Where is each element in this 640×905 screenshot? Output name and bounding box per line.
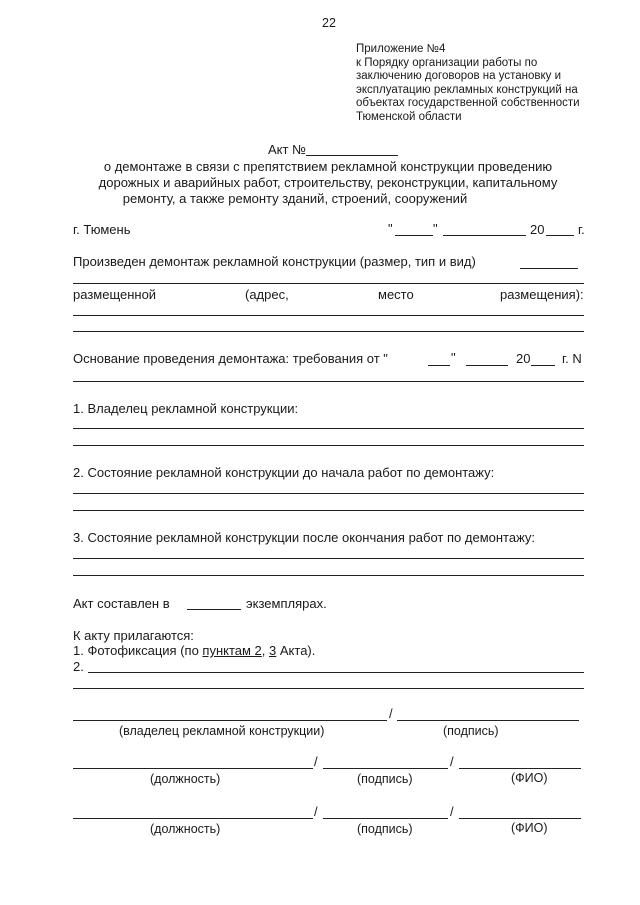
slash: / — [314, 804, 318, 819]
placed-word: размещенной — [73, 287, 157, 302]
date-day-line — [395, 235, 433, 236]
name-caption: (ФИО) — [511, 821, 548, 835]
page-number: 22 — [322, 16, 336, 30]
attach-second: 2. — [73, 659, 84, 674]
owner-signature-line — [73, 720, 387, 721]
basis-day-line — [428, 365, 450, 366]
appendix-line: к Порядку организации работы по — [356, 56, 538, 69]
basis-year-line — [531, 365, 555, 366]
item-state-before-line — [73, 510, 584, 511]
basis-quote-close: " — [451, 350, 456, 365]
copies-line — [187, 609, 241, 610]
name-line — [459, 768, 581, 769]
year-suffix: г. — [578, 222, 585, 237]
name-caption: (ФИО) — [511, 771, 548, 785]
attach-second-line-2 — [73, 688, 584, 689]
slash: / — [450, 754, 454, 769]
item-owner-line — [73, 445, 584, 446]
position-line — [73, 818, 313, 819]
basis-year: 20 — [516, 351, 531, 366]
sign-caption: (подпись) — [357, 772, 413, 786]
attach-photo-prefix: 1. Фотофиксация (по — [73, 643, 203, 658]
placed-word: (адрес, — [245, 287, 289, 302]
placed-word: размещения): — [500, 287, 584, 302]
appendix-line: объектах государственной собственности — [356, 97, 580, 109]
item-state-before: 2. Состояние рекламной конструкции до начала работ по демонтажу: — [73, 465, 495, 480]
slash: / — [450, 804, 454, 819]
point3-link[interactable]: 3 — [269, 643, 277, 658]
owner-sign-caption: (подпись) — [443, 724, 499, 738]
year-prefix: 20 — [530, 222, 545, 237]
act-subtitle-line: о демонтаже в связи с препятствием рекламной конструкции проведению — [103, 159, 553, 174]
item-state-after: 3. Состояние рекламной конструкции после окончания работ по демонтажу: — [73, 530, 536, 545]
placed-line — [73, 315, 584, 316]
copies-prefix: Акт составлен в — [73, 596, 170, 611]
owner-caption: (владелец рекламной конструкции) — [119, 724, 325, 738]
attach-header: К акту прилагаются: — [73, 628, 194, 643]
position-caption: (должность) — [150, 772, 221, 786]
position-caption: (должность) — [150, 822, 221, 836]
dismantled-line — [520, 268, 578, 269]
attach-sep: , — [261, 643, 270, 658]
attach-second-line — [88, 672, 584, 673]
act-number-line — [306, 155, 398, 156]
appendix-line: заключению договоров на установку и — [356, 70, 562, 82]
basis-month-line — [466, 365, 508, 366]
position-line — [73, 768, 313, 769]
slash: / — [389, 706, 393, 721]
attach-photo — [73, 643, 315, 658]
act-subtitle-line: ремонту, а также ремонту зданий, строений, сооружений — [122, 191, 468, 206]
act-title: Акт № — [268, 142, 307, 157]
attach-photo-suffix: Акта). — [276, 643, 316, 658]
appendix-line: Приложение №4 — [356, 43, 446, 55]
copies-suffix: экземплярах. — [246, 596, 327, 611]
item-owner: 1. Владелец рекламной конструкции: — [73, 401, 299, 416]
slash: / — [314, 754, 318, 769]
appendix-line: эксплуатацию рекламных конструкций на — [356, 83, 578, 96]
sign-line — [323, 818, 448, 819]
placed-word: место — [378, 287, 414, 302]
dismantled-line-2 — [73, 283, 584, 284]
item-owner-line — [73, 428, 584, 429]
placed-line — [73, 331, 584, 332]
item-state-after-line — [73, 558, 584, 559]
date-open-quote: " — [388, 221, 393, 236]
sign-line — [323, 768, 448, 769]
item-state-before-line — [73, 493, 584, 494]
date-month-line — [443, 235, 526, 236]
basis-line — [73, 381, 584, 382]
basis-tail: г. N — [562, 351, 582, 366]
owner-sign-line — [397, 720, 579, 721]
basis-text: Основание проведения демонтажа: требования от " — [73, 351, 388, 366]
name-line — [459, 818, 581, 819]
dismantled-text: Произведен демонтаж рекламной конструкции (размер, тип и вид) — [73, 254, 476, 269]
city-label: г. Тюмень — [73, 222, 131, 237]
item-state-after-line — [73, 575, 584, 576]
act-subtitle-line: дорожных и аварийных работ, строительству, реконструкции, капитальному — [98, 175, 558, 190]
appendix-line: Тюменской области — [356, 110, 462, 123]
date-close-quote: " — [433, 221, 438, 236]
point2-link[interactable]: пунктам 2 — [202, 643, 262, 658]
appendix-block — [356, 43, 580, 124]
sign-caption: (подпись) — [357, 822, 413, 836]
year-line — [546, 235, 574, 236]
